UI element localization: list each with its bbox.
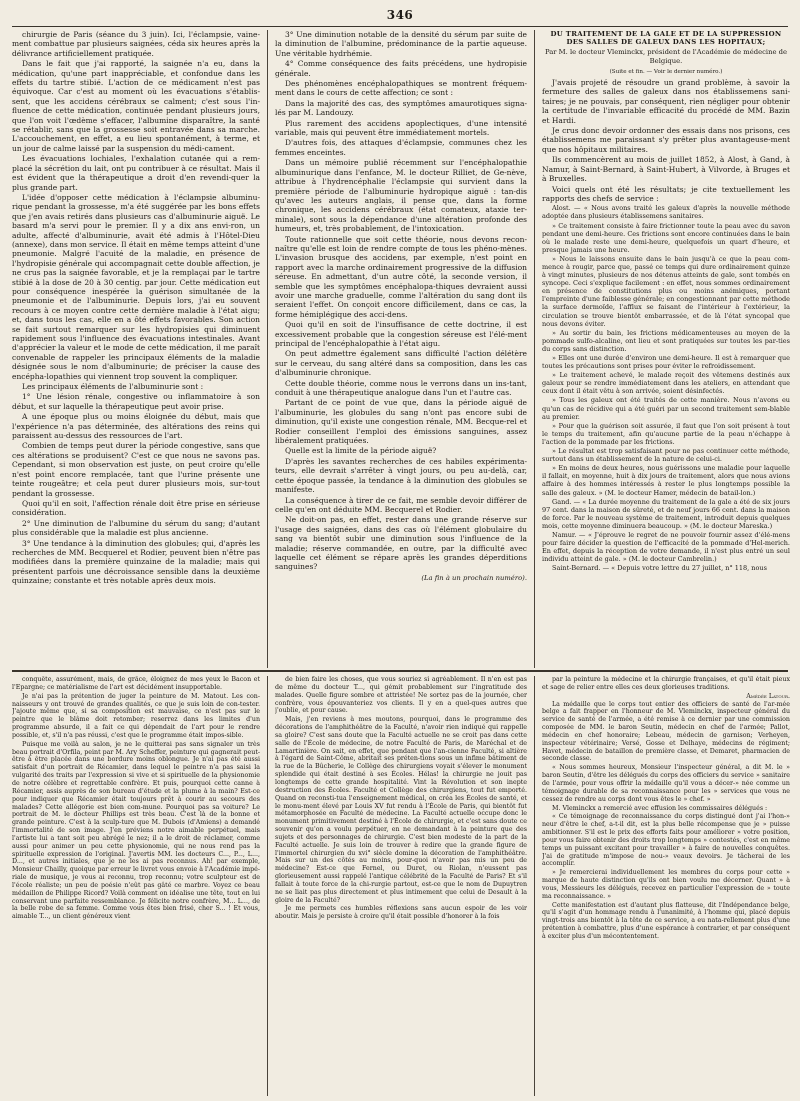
paragraph: Namur. — « J'éprouve le regret de ne pouvoir fournir assez d'élé-mens pour faire décider la question de l'efficacité de la pommade d'Hel-merich. En effet, depuis la réception de votre demande, il n'est plus entré un seul individu atteint de gale. » (M. le docteur Cambrelin.) <box>542 530 790 564</box>
paragraph: » Au sortir du bain, les frictions médicamenteuses au moyen de la pommade sulfo-alcaline, ont lieu et sont pratiquées sur toutes les par-ties du corps sans distinction. <box>542 328 790 353</box>
paragraph: Dans un mémoire publié récemment sur l'encéphalopathie albuminurique dans l'enfance, M. le docteur Rilliet, de Ge-nève, attribue à l'hydrencéphalie l'éclampsie qui survient dans la première période de l'albuminurie hydropique aiguë : tan-dis qu'avec les auteurs anglais, il pense que, dans la forme chronique, les accidens cérébraux (état comateux, ataxie ter-minale), sont sous la dépendance d'une altération profonde des humeurs, et, très probablement, de l'intoxication. <box>275 158 527 234</box>
paragraph: 4° Comme conséquence des faits précédens, une hydropisie générale. <box>275 59 527 78</box>
paragraph: 1° Une lésion rénale, congestive ou inflammatoire à son début, et sur laquelle la thérapeutique peut avoir prise. <box>12 392 260 411</box>
paragraph: Puisque me voilà au salon, je ne le quitterai pas sans signaler un très beau portrait d'Orfila, peint par M. Ary Scheffer, peinture qui gagnerait peut-être à être placée dans une bordure moins oblongue. Je n'ai pas été aussi satisfait d'un portrait de Récamier, dans lequel le peintre n'a pas saisi la vulgarité des traits par l'expression si vive et si spirituelle de la physionomie de notre célèbre et regrettable confrère. Et puis, pourquoi cette canne à Récamier, assis auprès de son bureau d'étude et la plume à la main? Est-ce pour indiquer que Récamier était toujours prêt à courir au secours des malades? Cette allégorie est bien com-mune. Pourquoi pas sa voiture? Le portrait de M. le docteur Phillips est très beau. C'est là de la bonne et grande peinture. C'est à la sculp-ture que M. Dubois (d'Amiens) a demandé l'immortalité de son image. J'en préviens notre aimable perpétuel, mais l'artiste lui a tant soit peu abrégé le nez; il a le droit de réclamer, comme aussi pour animer un peu cette physionomie, qui ne nous rend pas la spirituelle expression de l'original. J'avertis MM. les docteurs C..., P..., L..., D..., et autres initiales, que je ne les ai pas reconnus. Ah! par exemple, Monsieur Chailly, quoique par erreur le livret vous envoie à l'Académie impé-riale de musique, je vous ai reconnu, trop reconnu; votre sculpteur est de l'école réaliste; un peu de poésie n'eût pas gâté ce marbre. Voyez ce beau médaillon de Philippe Ricord? Voilà comment on idéalise une tête, tout en lui conservant une parfaite ressemblance. Je félicite notre confrère, M... L..., de la belle robe de sa femme. Comme vous êtes bien frisé, cher S... ! Et vous, aimable T..., un client généreux vient <box>12 740 260 921</box>
paragraph: « Nous sommes heureux, Monsieur l'inspecteur général, a dit M. le » baron Seutin, d'être les délégués du corps des officiers du service » sanitaire de l'armée, pour vous offrir la médaille qu'il vous a décer-» née comme un témoignage durable de sa reconnaissance pour les » services que vous ne cessez de rendre au corps dont vous êtes le » chef. » <box>542 764 790 803</box>
column-divider <box>267 30 268 668</box>
to-be-continued-note: (La fin à un prochain numéro). <box>421 573 527 582</box>
paragraph: On peut admettre également sans difficulté l'action délétère sur le cerveau, du sang altéré dans sa composition, dans les cas d'albuminurie chronique. <box>275 349 527 378</box>
paragraph: Ils commencèrent au mois de juillet 1852, à Alost, à Gand, à Namur, à Saint-Bernard, à Saint-Hubert, à Vilvorde, à Bruges et à Bruxelles. <box>542 155 790 184</box>
paragraph: Partant de ce point de vue que, dans la période aiguë de l'albuminurie, les globules du sang n'ont pas encore subi de diminution, qu'il existe une congestion rénale, MM. Becque-rel et Rodier conseillent l'emploi des émissions sanguines, assez libéralement pratiquées. <box>275 398 527 446</box>
lower-column-3 <box>542 676 790 1096</box>
author-signature: Amédée Latour. <box>746 692 790 700</box>
column-divider <box>534 676 535 1096</box>
paragraph: Des phénomènes encéphalopathiques se montrent fréquem-ment dans le cours de cette affection; ce sont : <box>275 79 527 98</box>
paragraph: Cette double théorie, comme nous le verrons dans un ins-tant, conduit à une thérapeutique analogue dans l'un et l'autre cas. <box>275 378 527 398</box>
paragraph: Ne doit-on pas, en effet, rester dans une grande réserve sur l'usage des saignées, dans des cas où l'élément globulaire du sang va bientôt subir une diminution sous l'influence de la maladie; réserve commandée, en outre, par la difficulté avec laquelle cet élément se répare après les grandes déperditions sanguines? <box>275 515 527 572</box>
paragraph: » Ce traitement consiste à faire frictionner toute la peau avec du savon pendant une demi-heure. Ces frictions sont encore continuées dans le bain où le malade reste une demi-heure, quelquefois un quart d'heure, et presque jamais une heure. <box>542 221 790 254</box>
paragraph: D'après les savantes recherches de ces habiles expérimenta-teurs, elle devrait s'arrêter à vingt jours, ou peu au-delà, car, cette époque passée, la tendance à la diminution des globules se manifeste. <box>275 456 527 495</box>
paragraph: » Le résultat est trop satisfaisant pour ne pas continuer cette méthode, surtout dans un établissement de la nature de celui-ci. <box>542 447 790 464</box>
paragraph: Les évacuations lochiales, l'exhalation cutanée qui a rem-placé la sécrétion du lait, ont pu contribuer à ce résultat. Mais il est évident que la thérapeutique a droit d'en revendi-quer la plus grande part. <box>12 154 260 192</box>
paragraph: chirurgie de Paris (séance du 3 juin). Ici, l'éclampsie, vaine-ment combattue par plusieurs saignées, céda six heures après la délivrance artificiellement pratiquée. <box>12 30 260 58</box>
paragraph: Quoi qu'il en soit de l'insuffisance de cette doctrine, il est excessivement probable que la congestion séreuse est l'élé-ment principal de l'encéphalopathie à l'état aigu. <box>275 320 527 348</box>
paragraph: » Tous les galeux ont été traités de cette manière. Nous n'avons eu qu'un cas de récidive qui a été guéri par un second traitement sem-blable au premier. <box>542 396 790 421</box>
paragraph: « Ce témoignage de reconnaissance du corps distingué dont j'ai l'hon-» neur d'être le chef, a-t-il dit, est la plus belle récompense que je » puisse ambitionner. S'il est le prix des efforts faits pour améliorer » votre position, pour vous faire obtenir des droits trop longtemps » contestés, c'est en même temps un puissant excitant pour travailler » à faire de nouvelles conquêtes. J'ai de gratitude m'impose de nou-» veaux devoirs. Je tâcherai de les accomplir. <box>542 813 790 868</box>
paragraph: Mais, j'en reviens à mes moutons, pourquoi, dans le programme des décorations de l'amphithéâtre de la Faculté, n'avoir rien indiqué qui rappelle sa gloire? C'est sans doute que la Faculté actuelle ne se croit pas dans cette salle de l'École de médecine, de notre Faculté de Paris, de Maréchal et de Lamartinière. On sait, en effet, que pendant que l'an-cienne Faculté, si altière à l'égard de Saint-Côme, abritait ses préten-tions sous un infime bâtiment de la rue de la Bûcherie, le Collège des chirurgiens voyait s'élever le monument splendide qui était destiné à ses Écoles. Hélas! la chirurgie ne jouit pas longtemps de cette grande hospitalité. Vint la Révolution et son inepte destruction des Écoles. Faculté et Collège des chirurgiens, tout fut emporté. Quand on reconsti-tua l'enseignement médical, on créa les Écoles de santé, et le monu-ment élevé par Louis XV fut rendu à l'École de Paris, qui bientôt fut métamorphosée en Faculté de médecine. La Faculté actuelle occupe donc le monument primitivement destiné à l'École de chirurgie, et c'est sans doute ce souvenir qu'on a voulu perpétuer, en ne demandant à la peinture que des sujets et des personnages de chirurgie. C'est bien modeste de la part de la Faculté actuelle. Je suis loin de trouver à redire que la grande figure de l'immortel chirurgien du xvi° siècle domine la décoration de l'amphithéâtre. Mais sur un des côtés au moins, pour-quoi n'avoir pas mis un peu de médecine? Est-ce que Fernel, ou Duret, ou Riolan, n'eussent pas glorieusement aussi rappelé l'antique célébrité de la Faculté de Paris? Et s'il fallait à toute force de la chi-rurgie partout, est-ce que le nom de Dupuytren ne se liait pas plus directement et plus intimement que celui de Desault à la gloire de la Faculté? <box>275 716 527 904</box>
paragraph: » Pour que la guérison soit assurée, il faut que l'on soit présent à tout le temps du traitement, afin qu'aucune partie de la peau n'échappe à l'action de la pommade par les frictions. <box>542 421 790 446</box>
paragraph: Je me permets ces humbles réflexions sans aucun espoir de les voir aboutir. Mais je persiste à croire qu'il était possible d'honorer à la fois <box>275 905 527 921</box>
paragraph: Plus rarement des accidens apoplectiques, d'une intensité variable, mais qui peuvent être immédiatement mortels. <box>275 118 527 138</box>
paragraph: » En moins de deux heures, nous guérissons une maladie pour laquelle il fallait, en moyenne, huit à dix jours de traitement, alors que nous avions affaire à des hommes intéressés à rester le plus longtemps possible la salle des galeux. » (M. le docteur Hamer, médecin de batail-lon.) <box>542 464 790 497</box>
paragraph: Je n'ai pas la prétention de juger la peinture de M. Matout. Les con-naisseurs y ont trouvé de grandes qualités, ce que je suis loin de con-tester. J'ajoute même que, si sa composition est mauvaise, ce n'est pas sur le peintre que le blâme doit retomber; reserrez dans les limites d'un programme absurde, il a fait ce qui dépendait de l'art pour le rendre possible, et, s'il n'a pas réussi, c'est que le programme était impos-sible. <box>12 692 260 739</box>
paragraph: Je crus donc devoir ordonner des essais dans nos prisons, ces établissemens me paraissant s'y prêter plus avantageuse-ment que nos hôpitaux militaires. <box>542 126 790 154</box>
paragraph: Cette manifestation est d'autant plus flatteuse, dit l'Indépendance belge, qu'il s'agit d'un hommage rendu à l'unanimité, à l'homme qui, placé depuis vingt-trois ans bientôt à la tête de ce service, a eu nata-rellement plus d'une prétention à combattre, plus d'une espérance à contrarier, et par conséquent à exciter plus d'un mécontentement. <box>542 901 790 940</box>
paragraph: Dans la majorité des cas, des symptômes amaurotiques signa-lés par M. Landouzy. <box>275 98 527 118</box>
section-separator <box>12 670 788 672</box>
column-divider <box>534 30 535 668</box>
paragraph: Quelle est la limite de la période aiguë? <box>285 446 437 456</box>
paragraph: conquête, assurément, mais, de grâce, éloignez de mes yeux le Bacon et l'Epargne; ce matérialisme de l'art est décidément insupportable. <box>12 676 260 691</box>
paragraph: Gand. — « La durée moyenne du traitement de la gale a été de six jours 97 cent. dans la maison de sûreté, et de neuf jours 66 cent. dans la maison de force. Par le nouveau système de traitement, introduit depuis quelques mois, cette moyenne diminuera beaucoup. » (M. le docteur Mareska.) <box>542 497 790 530</box>
paragraph: M. Vleminckx a remercié avec effusion les commissaires délégués : <box>552 804 768 812</box>
paragraph: de bien faire les choses, que vous souriez si agréablement. Il n'en est pas de même du docteur T..., qui gémit probablement sur l'ingratitude des malades. Quelle figure sombre et attristée! Ne sortez pas de la journée, cher confrère, vous épouvanteriez vos clients. Il y en a quel-ques autres que j'oublie, et pour cause. <box>275 676 527 715</box>
article-byline: Par M. le docteur Vleminckx, président de l'Académie de médecine de Belgique. <box>544 47 788 66</box>
upper-column-3 <box>542 30 790 668</box>
article-title: DU TRAITEMENT DE LA GALE ET DE LA SUPPRESSION DES SALLES DE GALEUX DANS LES HOPITAUX; <box>550 30 782 47</box>
upper-column-2 <box>275 30 527 668</box>
paragraph: J'avais projeté de résoudre un grand problème, à savoir la fermeture des salles de galeux dans nos établissemens sani-taires; je ne pouvais, par conséquent, rien négliger pour obtenir la certitude de l'invariable efficacité du procédé de MM. Bazin et Hardi. <box>542 78 790 125</box>
lower-column-2 <box>275 676 527 1096</box>
lower-column-1 <box>12 676 260 1096</box>
continuation-note: (Suite et fin. — Voir le dernier numéro.) <box>609 68 723 75</box>
paragraph: » Nous le laissons ensuite dans le bain jusqu'à ce que la peau com-mence à rougir, parce que, passé ce temps qui dure ordinairement quinze à vingt minutes, plusieurs de nos détenus atteints de gale, sont tombés en syncope. Ceci s'explique facilement : en effet, nous sommes ordinairement en présence de constitutions plus ou moins anémiques, portant l'empreinte d'une faiblesse générale; en congestionnant par cette méthode la surface dermoïde, l'afflux se faisant de l'intérieur à l'extérieur, la circulation se trouve bientôt embarrassée, et de là l'état syncopal que nous devons éviter. <box>542 254 790 328</box>
paragraph: La conséquence à tirer de ce fait, me semble devoir différer de celle qu'en ont déduite MM. Becquerel et Rodier. <box>275 495 527 514</box>
paragraph: A une époque plus ou moins éloignée du début, mais que l'expérience n'a pas déterminée, des altérations des reins qui paraissent au-dessus des ressources de l'art. <box>12 412 260 441</box>
paragraph: Alost. — « Nous avons traité les galeux d'après la nouvelle méthode adoptée dans plusieurs établissemens sanitaires. <box>542 204 790 221</box>
paragraph: L'idée d'opposer cette médication à l'éclampsie albuminu-rique pendant la grossesse, m'a été suggérée par les bons effets que j'en avais retirés dans plusieurs cas d'albuminurie aiguë. Le basard m'a servi pour le premier. Il y a dix ans envi-ron, un adulte, affecté d'albuminurie, avait été admis à l'Hôtel-Dieu (annexe), dans mon service. Il était en même temps atteint d'une pneumonie. Malgré l'acuité de la maladie, en présence de l'hydropisie générale qui accompagnait cette double affection, je ne crus pas la saignée favorable, et je la remplaçai par le tartre stibié à la dose de 20 à 30 centig. par jour. Cette médication eut pour conséquence inespérée la guérison simultanée de la pneumonie et de l'albuminurie. Depuis lors, j'ai eu souvent recours à ce moyen contre cette dernière maladie à l'état aigu; et, dans tous les cas, elle en a ôté effets favorables. Son action se fait surtout remarquer sur les hydropisies qui diminuent rapidement sous l'influence des évacuations intestinales. Avant d'apprécier la valeur et le mode de cette médication, il me paraît convenable de rappeler les principaux éléments de la maladie désignée sous le nom d'albuminurie; de préciser la cause des encépha-lopathies qui viennent trop souvent la compliquer. <box>12 192 260 381</box>
paragraph: Combien de temps peut durer la période congestive, sans que ces altérations se produisent? C'est ce que nous ne savons pas. Cependant, si mon observation est juste, on peut croire qu'elle n'est point encore remplacée, tant que l'urine présente une teinte rougeâtre; et cela peut durer plusieurs mois, sur-tout pendant la grossesse. <box>12 441 260 498</box>
upper-column-1 <box>12 30 260 668</box>
paragraph: » Elles ont une durée d'environ une demi-heure. Il est à remarquer que toutes les précautions sont prises pour éviter le refroidissement. <box>542 354 790 371</box>
paragraph: Toute rationnelle que soit cette théorie, nous devons recon-naître qu'elle est loin de rendre compte de tous les phéno-mènes. L'invasion brusque des accidens, par exemple, n'est point en rapport avec la marche ordinairement progressive de la diffusion séreuse. En admettant, d'un autre côté, la seconde version, il semble que les symptômes encéphalopa-thiques devraient aussi avoir une marche graduelle, comme l'altération du sang dont ils seraient l'effet. On conçoit encore difficilement, dans ce cas, la forme hémiplégique des acci-dens. <box>275 234 527 319</box>
paragraph: Les principaux éléments de l'albuminurie sont : <box>22 382 204 392</box>
paragraph: Quoi qu'il en soit, l'affection rénale doit être prise en sérieuse considération. <box>12 498 260 518</box>
paragraph: 3° Une diminution notable de la densité du sérum par suite de la diminution de l'albumine, prédominance de la partie aqueuse. Une véritable hydrhémie. <box>275 30 527 58</box>
paragraph: 3° Une tendance à la diminution des globules; qui, d'après les recherches de MM. Becquerel et Rodier, peuvent bien n'être pas modifiées dans la première quinzaine de la maladie; mais qui présentent parfois une décroissance sensible dans la deuxième quinzaine; constante et très notable après deux mois. <box>12 538 260 586</box>
page-number: 346 <box>386 8 414 22</box>
paragraph: 2° Une diminution de l'albumine du sérum du sang; d'autant plus considérable que la maladie est plus ancienne. <box>12 518 260 538</box>
paragraph: Dans le fait que j'ai rapporté, la saignée n'a eu, dans la médication, qu'une part inappréciable, et confondue dans les effets du tartre stibié. L'action de ce médicament n'est pas équivoque. Car c'est au moment où les évacuations s'établis-sent, que les accidens cérébraux se calment; c'est sous l'in-fluence de cette médication, continuée pendant plusieurs jours, que l'on voit l'œdème s'effacer, l'albumine disparaître, la santé se rétablir, sans que la grossesse soit entravée dans sa marche. L'accouchement, en effet, a eu lieu spontanément, à terme, et un jour de calme laissé par la suspension du médi-cament. <box>12 59 260 153</box>
paragraph: La médaille que le corps tout entier des officiers de santé de l'ar-mée belge a fait frapper en l'honneur de M. Vleminckx, inspecteur général du service de santé de l'armée, a été remise à ce dernier par une commission composée de MM. le baron Seutin, médecin en chef de l'armée; Pallot, médecin en chef honoraire; Lebeau, médecin de garnison; Verheyen, inspecteur vétérinaire; Versé, Gosse et Delhaye, médecins de régiment; Havet, médecin de bataillon de première classe, et Demaret, pharmacien de seconde classe. <box>542 700 790 763</box>
paragraph: Saint-Bernard. — « Depuis votre lettre du 27 juillet, n° 118, nous <box>552 564 767 573</box>
paragraph: par la peinture la médecine et la chirurgie françaises, et qu'il était pieux et sage de relier entre elles ces deux glorieuses traditions. <box>542 676 790 691</box>
header-rule <box>12 26 788 27</box>
paragraph: » Le traitement achevé, le malade reçoit des vêtemens destinés aux galeux pour se rendre immédiatement dans les ateliers, en attendant que ceux dont il était vêtu à son arrivée, soient désinfectés. <box>542 371 790 396</box>
column-divider <box>267 676 268 1096</box>
paragraph: » Je remercierai individuellement les membres du corps pour cette » marque de haute distinction qu'ils ont bien voulu me décerner. Quant » à vous, Messieurs les délégués, recevez en particulier l'expression de » toute ma reconnaissance. » <box>542 869 790 900</box>
paragraph: D'autres fois, des attaques d'éclampsie, communes chez les femmes enceintes. <box>275 138 527 157</box>
paragraph: Voici quels ont été les résultats; je cite textuellement les rapports des chefs de service : <box>542 184 790 203</box>
